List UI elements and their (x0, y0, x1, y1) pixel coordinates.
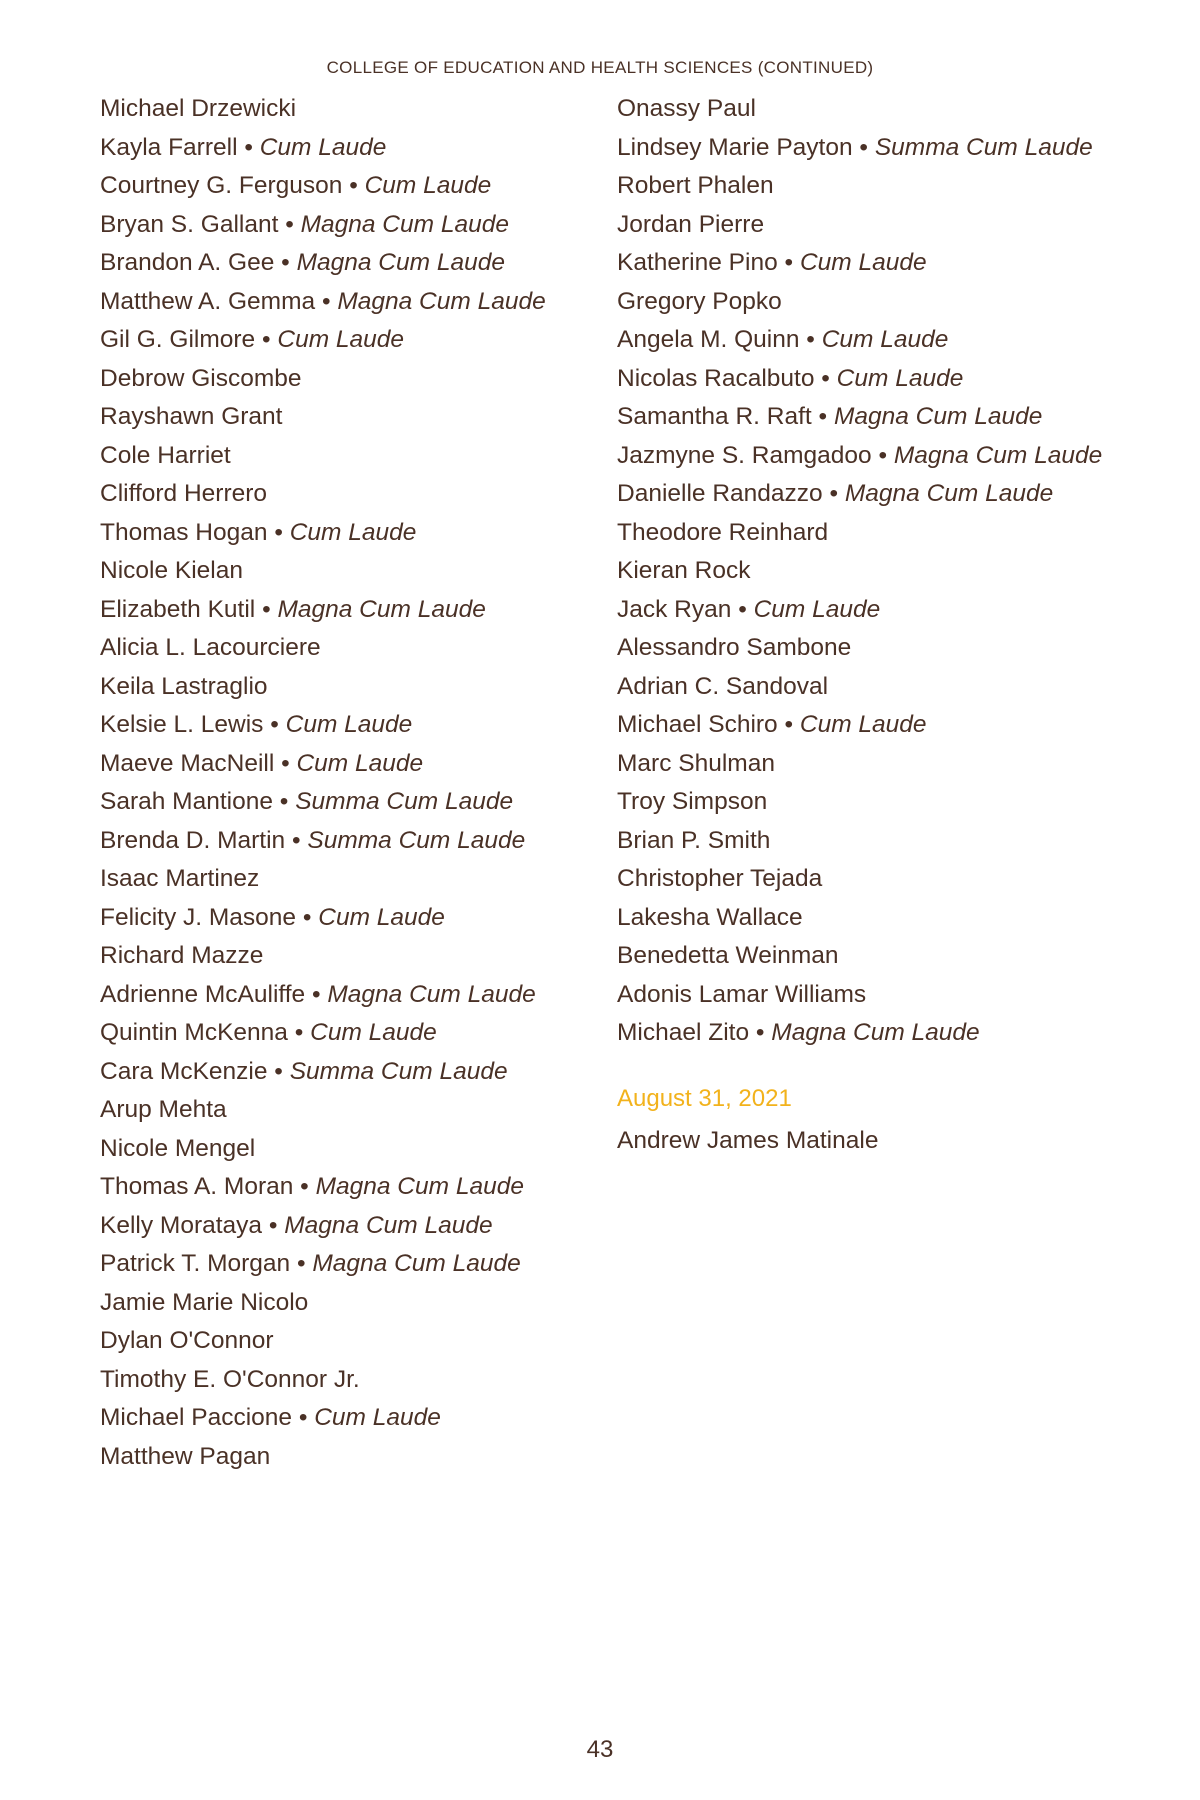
honor-separator: • (749, 1019, 772, 1046)
graduate-name: Brenda D. Martin (100, 826, 286, 854)
graduate-name: Nicolas Racalbuto (617, 364, 815, 392)
graduate-name: Jordan Pierre (617, 210, 765, 238)
graduate-name: Marc Shulman (617, 749, 775, 777)
left-column (100, 93, 600, 1479)
honor-separator: • (852, 133, 875, 161)
honor-label: Summa Cum Laude (289, 1057, 508, 1085)
graduate-entry (617, 93, 1117, 125)
honor-separator: • (262, 1211, 285, 1239)
graduate-name: Cara McKenzie (100, 1057, 268, 1085)
honor-separator: • (255, 326, 278, 353)
graduate-name: Lakesha Wallace (617, 903, 803, 931)
graduate-name: Adonis Lamar Williams (617, 980, 867, 1008)
graduate-name: Onassy Paul (617, 95, 756, 122)
honor-label: Magna Cum Laude (893, 441, 1103, 469)
graduate-name: Theodore Reinhard (617, 518, 829, 546)
graduate-name: Angela M. Quinn (617, 326, 800, 353)
graduate-name: Lindsey Marie Payton (617, 133, 853, 161)
honor-label: Cum Laude (277, 326, 405, 353)
graduate-entry (100, 1402, 600, 1434)
graduate-entry (100, 247, 600, 279)
honor-label: Magna Cum Laude (315, 1173, 524, 1200)
graduate-entry (100, 478, 600, 510)
graduate-entry (617, 170, 1117, 202)
graduate-entry (617, 979, 1117, 1011)
graduate-entry (100, 748, 600, 780)
graduate-entry (617, 324, 1117, 356)
graduate-entry (100, 594, 600, 626)
honor-separator: • (255, 595, 278, 623)
graduate-entry (617, 863, 1117, 895)
graduate-entry (100, 709, 600, 741)
graduate-name: Matthew A. Gemma (100, 287, 316, 315)
honor-separator: • (731, 595, 754, 623)
honor-separator: • (305, 980, 328, 1008)
honor-label: Cum Laude (296, 749, 424, 777)
graduate-name: Nicole Mengel (100, 1134, 256, 1162)
date-heading: August 31, 2021 (617, 1085, 792, 1112)
graduate-entry (617, 555, 1117, 587)
graduate-name: Robert Phalen (617, 172, 774, 199)
graduate-name: Michael Schiro (617, 711, 778, 738)
graduate-name: Benedetta Weinman (617, 942, 839, 969)
honor-label: Magna Cum Laude (296, 249, 505, 276)
graduate-name: Kelsie L. Lewis (100, 711, 264, 738)
honor-separator: • (814, 364, 837, 392)
honor-label: Magna Cum Laude (844, 480, 1054, 507)
honor-label: Cum Laude (799, 249, 927, 276)
graduate-name: Brian P. Smith (617, 826, 771, 854)
honor-separator: • (315, 287, 338, 315)
graduate-entry (617, 594, 1117, 626)
graduate-name: Felicity J. Masone (100, 903, 297, 931)
honor-label: Cum Laude (364, 172, 492, 199)
honor-label: Cum Laude (821, 326, 949, 353)
graduate-name: Richard Mazze (100, 942, 264, 969)
graduate-entry (100, 940, 600, 972)
graduate-name: Adrienne McAuliffe (100, 980, 306, 1008)
graduate-name: Courtney G. Ferguson (100, 172, 343, 199)
honor-separator: • (267, 1057, 290, 1085)
honor-separator: • (777, 249, 800, 276)
honor-label: Cum Laude (285, 711, 413, 738)
graduate-entry (100, 1171, 600, 1203)
graduate-name: Kayla Farrell (100, 133, 238, 161)
honor-label: Summa Cum Laude (307, 826, 526, 854)
graduate-entry (100, 555, 600, 587)
honor-label: Cum Laude (753, 595, 881, 623)
graduate-entry (100, 1210, 600, 1242)
honor-label: Cum Laude (799, 711, 927, 738)
graduate-entry (617, 1125, 1117, 1157)
honor-separator: • (799, 326, 822, 353)
graduate-name: Michael Zito (617, 1019, 750, 1046)
honor-label: Summa Cum Laude (295, 788, 514, 815)
graduate-name: Thomas Hogan (100, 518, 268, 546)
graduate-name: Gil G. Gilmore (100, 326, 256, 353)
graduate-name: Keila Lastraglio (100, 672, 268, 700)
graduate-entry (617, 940, 1117, 972)
honor-separator: • (290, 1250, 313, 1277)
honor-separator: • (285, 826, 308, 854)
graduate-entry (617, 286, 1117, 318)
graduate-entry (617, 671, 1117, 703)
honor-separator: • (278, 210, 301, 238)
graduate-entry (617, 440, 1117, 472)
graduate-entry (617, 132, 1117, 164)
graduate-entry (100, 363, 600, 395)
graduate-entry (100, 1056, 600, 1088)
graduate-entry (100, 902, 600, 934)
graduate-entry (617, 632, 1117, 664)
graduate-name: Matthew Pagan (100, 1442, 271, 1470)
graduate-name: Arup Mehta (100, 1096, 227, 1123)
graduate-name: Andrew James Matinale (617, 1127, 879, 1154)
graduate-name: Danielle Randazzo (617, 480, 823, 507)
honor-separator: • (272, 788, 296, 815)
honor-label: Magna Cum Laude (833, 403, 1043, 430)
graduate-entry (100, 632, 600, 664)
graduate-entry (617, 786, 1117, 818)
graduate-entry (617, 902, 1117, 934)
august-list (617, 1125, 1117, 1157)
graduate-entry (100, 863, 600, 895)
graduate-entry (100, 1133, 600, 1165)
graduate-entry (100, 401, 600, 433)
graduate-entry (617, 748, 1117, 780)
honor-label: Magna Cum Laude (300, 210, 509, 238)
graduate-name: Isaac Martinez (100, 865, 260, 892)
graduate-entry (617, 363, 1117, 395)
right-column (617, 93, 1117, 1164)
honor-separator: • (267, 518, 290, 546)
graduate-name: Rayshawn Grant (100, 403, 283, 430)
graduate-name: Adrian C. Sandoval (617, 672, 829, 700)
graduate-name: Troy Simpson (617, 788, 768, 815)
honor-label: Cum Laude (259, 133, 387, 161)
honor-separator: • (296, 903, 319, 931)
graduate-name: Alessandro Sambone (617, 634, 852, 661)
honor-separator: • (871, 441, 894, 469)
graduate-entry (100, 440, 600, 472)
right-column-list (617, 93, 1117, 1049)
graduate-entry (100, 1364, 600, 1396)
graduate-entry (100, 132, 600, 164)
graduate-entry (100, 1287, 600, 1319)
graduate-name: Alicia L. Lacourciere (100, 634, 321, 661)
graduate-name: Jamie Marie Nicolo (100, 1288, 309, 1316)
graduate-name: Nicole Kielan (100, 557, 243, 584)
graduate-name: Michael Drzewicki (100, 95, 297, 122)
graduate-entry (100, 979, 600, 1011)
graduate-name: Clifford Herrero (100, 480, 268, 507)
graduate-entry (100, 1325, 600, 1357)
graduate-entry (100, 671, 600, 703)
graduate-name: Maeve MacNeill (100, 749, 275, 777)
honor-separator: • (342, 172, 365, 199)
graduate-entry (100, 1248, 600, 1280)
graduate-entry (100, 324, 600, 356)
honor-separator: • (292, 1404, 315, 1431)
graduate-name: Debrow Giscombe (100, 364, 302, 392)
graduate-entry (100, 1441, 600, 1473)
graduate-name: Jack Ryan (617, 595, 732, 623)
honor-label: Magna Cum Laude (771, 1019, 980, 1046)
graduate-entry (617, 1017, 1117, 1049)
honor-label: Magna Cum Laude (312, 1250, 521, 1277)
honor-label: Cum Laude (318, 903, 445, 931)
honor-separator: • (811, 403, 834, 430)
graduate-name: Kelly Morataya (100, 1211, 263, 1239)
graduate-entry (617, 401, 1117, 433)
graduate-entry (100, 825, 600, 857)
graduate-entry (100, 170, 600, 202)
honor-label: Cum Laude (289, 518, 417, 546)
honor-separator: • (274, 249, 297, 276)
graduate-entry (100, 517, 600, 549)
honor-label: Magna Cum Laude (337, 287, 546, 315)
graduate-name: Timothy E. O'Connor Jr. (100, 1365, 360, 1393)
graduate-entry (100, 209, 600, 241)
graduate-entry (617, 209, 1117, 241)
graduate-name: Elizabeth Kutil (100, 595, 256, 623)
graduate-name: Thomas A. Moran (100, 1173, 294, 1200)
honor-separator: • (274, 749, 297, 777)
graduate-name: Dylan O'Connor (100, 1327, 274, 1354)
graduate-entry (617, 517, 1117, 549)
graduate-entry (617, 478, 1117, 510)
honor-label: Cum Laude (836, 364, 964, 392)
honor-separator: • (777, 711, 800, 738)
honor-label: Magna Cum Laude (327, 980, 536, 1008)
honor-label: Summa Cum Laude (874, 133, 1093, 161)
graduate-name: Bryan S. Gallant (100, 210, 279, 238)
graduate-name: Gregory Popko (617, 287, 782, 315)
graduate-name: Christopher Tejada (617, 865, 823, 892)
graduate-name: Michael Paccione (100, 1404, 293, 1431)
graduate-entry (100, 93, 600, 125)
graduate-entry (100, 1094, 600, 1126)
graduate-name: Quintin McKenna (100, 1019, 288, 1046)
honor-label: Magna Cum Laude (277, 595, 486, 623)
honor-label: Magna Cum Laude (284, 1211, 493, 1239)
honor-separator: • (237, 133, 260, 161)
graduate-name: Jazmyne S. Ramgadoo (617, 441, 872, 469)
honor-separator: • (293, 1173, 316, 1200)
graduate-entry (100, 786, 600, 818)
graduate-name: Cole Harriet (100, 441, 231, 469)
graduate-name: Sarah Mantione (100, 788, 273, 815)
honor-separator: • (287, 1019, 311, 1046)
graduate-entry (617, 247, 1117, 279)
graduate-name: Katherine Pino (617, 249, 778, 276)
graduate-entry (100, 1017, 600, 1049)
graduate-name: Samantha R. Raft (617, 403, 812, 430)
graduate-name: Kieran Rock (617, 557, 751, 584)
graduate-entry (617, 709, 1117, 741)
honor-separator: • (263, 711, 286, 738)
page-header: COLLEGE OF EDUCATION AND HEALTH SCIENCES (CONTINUED) (326, 58, 874, 77)
honor-label: Cum Laude (310, 1019, 437, 1046)
page-number: 43 (586, 1736, 614, 1763)
graduate-name: Brandon A. Gee (100, 249, 275, 276)
honor-label: Cum Laude (314, 1404, 441, 1431)
graduate-name: Patrick T. Morgan (100, 1250, 291, 1277)
graduate-entry (100, 286, 600, 318)
honor-separator: • (822, 480, 845, 507)
graduate-entry (617, 825, 1117, 857)
